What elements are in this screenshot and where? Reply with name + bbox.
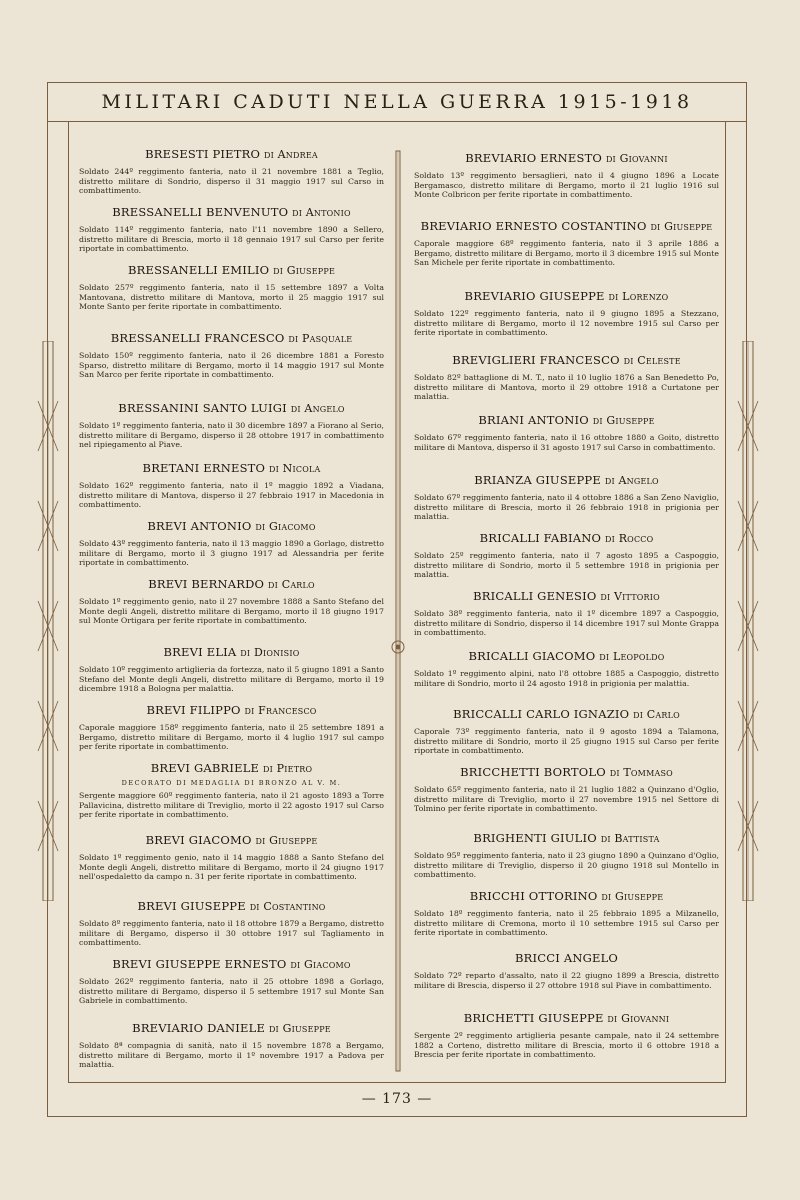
page-number: — 173 —: [361, 1090, 433, 1107]
casualty-name: [79, 703, 384, 717]
patronymic: di Dionisio: [240, 646, 300, 659]
patronymic: di Giuseppe: [255, 834, 318, 847]
casualty-entry: [79, 703, 384, 752]
casualty-details: Soldato 38º reggimento fanteria, nato il 1º dicembre 1897 a Caspoggio, distretto militare di Sondrio, disperso il 14 dicembre 1917 sul Monte Grappa in combattimento.: [414, 609, 719, 638]
surname-given-name: BRIANZA GIUSEPPE: [474, 473, 601, 487]
right-fasces-ornament: [735, 341, 761, 901]
surname-given-name: BREVIGLIERI FRANCESCO: [452, 353, 620, 367]
patronymic: di Rocco: [605, 532, 654, 545]
surname-given-name: BRICCHI OTTORINO: [469, 889, 598, 903]
casualty-entry: [414, 889, 719, 938]
casualty-entry: [414, 413, 719, 452]
page-footer: [48, 1081, 746, 1116]
casualty-name: [79, 833, 384, 847]
casualty-details: Soldato 43º reggimento fanteria, nato il 13 maggio 1890 a Gorlago, distretto militare di Bergamo, morto il 3 giugno 1917 ad Alessandria per ferite riportate in combattimento.: [79, 539, 384, 568]
casualty-entry: [414, 353, 719, 402]
casualty-entry: [414, 531, 719, 580]
patronymic: di Battista: [600, 832, 660, 845]
surname-given-name: BRICCI ANGELO: [514, 951, 619, 965]
casualty-name: [414, 1011, 719, 1025]
casualty-name: [414, 473, 719, 487]
page-frame: [47, 82, 747, 1117]
casualty-name: [414, 289, 719, 303]
medal-note: DECORATO DI MEDAGLIA DI BRONZO AL V. M.: [121, 779, 342, 787]
casualty-entry: [79, 645, 384, 694]
surname-given-name: BRIANI ANTONIO: [478, 413, 589, 427]
surname-given-name: BRESESTI PIETRO: [145, 147, 261, 161]
casualty-name: [414, 589, 719, 603]
casualty-name: [79, 1021, 384, 1035]
casualty-details: Soldato 244º reggimento fanteria, nato il 21 novembre 1881 a Teglio, distretto militare di Sondrio, disperso il 31 maggio 1917 sul Carso in combattimento.: [79, 167, 384, 196]
casualty-entry: [79, 519, 384, 568]
casualty-details: Soldato 1º reggimento genio, nato il 14 maggio 1888 a Santo Stefano del Monte degli Angeli, distretto militare di Bergamo, morto il 24 giugno 1917 nell'ospedaletto da campo n. 31 per ferite riportate in combattimento.: [79, 853, 384, 882]
casualty-details: Soldato 1º reggimento alpini, nato l'8 ottobre 1885 a Caspoggio, distretto militare di Sondrio, morto il 24 agosto 1918 in prigionia per malattia.: [414, 669, 719, 688]
surname-given-name: BRESSANINI SANTO LUIGI: [118, 401, 287, 415]
casualty-details: Soldato 8ª compagnia di sanità, nato il 15 novembre 1878 a Bergamo, distretto militare di Bergamo, morto il 1º novembre 1917 a Padova per malattia.: [79, 1041, 384, 1070]
surname-given-name: BREVIARIO ERNESTO COSTANTINO: [420, 219, 647, 233]
casualty-name: [414, 531, 719, 545]
patronymic: di Giovanni: [605, 152, 668, 165]
casualty-entry: [414, 831, 719, 880]
casualty-details: Soldato 13º reggimento bersaglieri, nato il 4 giugno 1896 a Locate Bergamasco, distretto militare di Bergamo, morto il 21 luglio 1916 sul Monte Colbricon per ferite riportate in combattimento.: [414, 171, 719, 200]
patronymic: di Celeste: [623, 354, 681, 367]
surname-given-name: BREVI GABRIELE: [150, 761, 260, 775]
casualty-details: Soldato 114º reggimento fanteria, nato l'11 novembre 1890 a Sellero, distretto militare di Brescia, morto il 18 gennaio 1917 sul Carso per ferite riportate in combattimento.: [79, 225, 384, 254]
casualty-entry: [79, 1021, 384, 1070]
patronymic: di Giacomo: [290, 958, 351, 971]
casualty-name: [79, 899, 384, 913]
casualty-entry: [414, 649, 719, 688]
casualty-name: [79, 461, 384, 475]
patronymic: di Giuseppe: [592, 414, 655, 427]
page-title: MILITARI CADUTI NELLA GUERRA 1915-1918: [101, 91, 693, 113]
casualty-entry: [414, 951, 719, 990]
casualty-entry: [79, 401, 384, 450]
casualty-details: Sergente 2º reggimento artiglieria pesante campale, nato il 24 settembre 1882 a Corteno, distretto militare di Brescia, morto il 6 ottobre 1918 a Brescia per ferite riportate in combattimento.: [414, 1031, 719, 1060]
casualty-entry: [79, 577, 384, 626]
casualty-name: [414, 951, 719, 965]
casualty-details: Sergente maggiore 60º reggimento fanteria, nato il 21 agosto 1893 a Torre Pallavicina, distretto militare di Treviglio, morto il 22 agosto 1917 sul Carso per ferite riportate in combattimento.: [79, 791, 384, 820]
casualty-entry: [79, 761, 384, 820]
casualty-name: [79, 263, 384, 277]
casualty-details: Soldato 8º reggimento fanteria, nato il 18 ottobre 1879 a Bergamo, distretto militare di Bergamo, disperso il 30 ottobre 1917 sul Tagliamento in combattimento.: [79, 919, 384, 948]
surname-given-name: BREVI BERNARDO: [148, 577, 265, 591]
patronymic: di Giuseppe: [268, 1022, 331, 1035]
surname-given-name: BREVI GIUSEPPE: [137, 899, 246, 913]
casualty-details: Soldato 95º reggimento fanteria, nato il 23 giugno 1890 a Quinzano d'Oglio, distretto militare di Treviglio, disperso il 20 giugno 1918 sul Montello in combattimento.: [414, 851, 719, 880]
patronymic: di Andrea: [263, 148, 318, 161]
patronymic: di Angelo: [604, 474, 659, 487]
surname-given-name: BRICALLI GENESIO: [473, 589, 597, 603]
patronymic: di Nicola: [269, 462, 321, 475]
casualty-details: Soldato 162º reggimento fanteria, nato il 1º maggio 1892 a Viadana, distretto militare di Mantova, disperso il 27 febbraio 1917 in Macedonia in combattimento.: [79, 481, 384, 510]
patronymic: di Costantino: [249, 900, 326, 913]
casualty-details: Soldato 72º reparto d'assalto, nato il 22 giugno 1899 a Brescia, distretto militare di Brescia, disperso il 27 ottobre 1918 sul Piave in combattimento.: [414, 971, 719, 990]
casualty-name: [414, 413, 719, 427]
casualty-entry: [414, 473, 719, 522]
casualty-name: [414, 765, 719, 779]
casualty-details: Soldato 1º reggimento genio, nato il 27 novembre 1888 a Santo Stefano del Monte degli Angeli, distretto militare di Bergamo, morto il 18 giugno 1917 sul Monte Ortigara per ferite riportate in combattimento.: [79, 597, 384, 626]
casualty-entry: [414, 589, 719, 638]
surname-given-name: BREVI GIUSEPPE ERNESTO: [112, 957, 287, 971]
surname-given-name: BRETANI ERNESTO: [142, 461, 266, 475]
casualty-details: Soldato 1º reggimento fanteria, nato il 30 dicembre 1897 a Fiorano al Serio, distretto militare di Bergamo, disperso il 28 ottobre 1917 in combattimento nel ripiegamento al Piave.: [79, 421, 384, 450]
patronymic: di Giacomo: [255, 520, 316, 533]
central-ornament-divider: [390, 131, 406, 1093]
casualty-entry: [414, 289, 719, 338]
surname-given-name: BRICHETTI GIUSEPPE: [463, 1011, 604, 1025]
surname-given-name: BREVI ANTONIO: [147, 519, 252, 533]
patronymic: di Carlo: [268, 578, 315, 591]
casualty-entry: [414, 765, 719, 814]
casualty-name: [79, 205, 384, 219]
casualty-details: Caporale maggiore 158º reggimento fanteria, nato il 25 settembre 1891 a Bergamo, distretto militare di Bergamo, morto il 4 luglio 1917 sul campo per ferite riportate in combattimento.: [79, 723, 384, 752]
casualty-name: [414, 707, 719, 721]
casualty-name: [414, 151, 719, 165]
patronymic: di Francesco: [244, 704, 317, 717]
patronymic: di Giovanni: [607, 1012, 670, 1025]
casualty-details: Soldato 150º reggimento fanteria, nato il 26 dicembre 1881 a Foresto Sparso, distretto militare di Bergamo, morto il 14 maggio 1917 sul Monte San Marco per ferite riportate in combattimento.: [79, 351, 384, 380]
casualty-name: [79, 957, 384, 971]
casualty-name: [79, 519, 384, 533]
casualty-entry: [79, 899, 384, 948]
casualty-name: [79, 761, 384, 775]
casualty-name: [414, 649, 719, 663]
casualty-name: [414, 889, 719, 903]
casualty-entry: [79, 461, 384, 510]
casualty-name: [414, 353, 719, 367]
casualty-name: [79, 645, 384, 659]
surname-given-name: BRESSANELLI BENVENUTO: [112, 205, 289, 219]
casualty-name: [414, 831, 719, 845]
casualty-entry: [414, 707, 719, 756]
surname-given-name: BREVIARIO ERNESTO: [465, 151, 603, 165]
casualty-entry: [414, 151, 719, 200]
patronymic: di Pietro: [263, 762, 313, 775]
patronymic: di Antonio: [292, 206, 351, 219]
surname-given-name: BRICCHETTI BORTOLO: [460, 765, 606, 779]
casualty-details: Soldato 67º reggimento fanteria, nato il 16 ottobre 1880 a Goito, distretto militare di Mantova, disperso il 31 agosto 1917 sul Carso in combattimento.: [414, 433, 719, 452]
casualty-details: Soldato 82º battaglione di M. T., nato il 10 luglio 1876 a San Benedetto Po, distretto militare di Mantova, morto il 29 ottobre 1918 a Curtatone per malattia.: [414, 373, 719, 402]
surname-given-name: BREVI GIACOMO: [145, 833, 252, 847]
casualty-details: Soldato 67º reggimento fanteria, nato il 4 ottobre 1886 a San Zeno Naviglio, distretto militare di Brescia, morto il 26 febbraio 1918 in prigionia per malattia.: [414, 493, 719, 522]
surname-given-name: BRESSANELLI FRANCESCO: [110, 331, 285, 345]
patronymic: di Lorenzo: [608, 290, 669, 303]
casualty-name: [79, 577, 384, 591]
casualty-name: [79, 401, 384, 415]
casualty-name: [79, 147, 384, 161]
surname-given-name: BRIGHENTI GIULIO: [473, 831, 597, 845]
casualty-details: Soldato 122º reggimento fanteria, nato il 9 giugno 1895 a Stezzano, distretto militare di Bergamo, morto il 12 novembre 1915 sul Carso per ferite riportate in combattimento.: [414, 309, 719, 338]
surname-given-name: BRICALLI FABIANO: [479, 531, 602, 545]
patronymic: di Giuseppe: [650, 220, 713, 233]
casualty-details: Soldato 257º reggimento fanteria, nato il 15 settembre 1897 a Volta Mantovana, distretto militare di Mantova, morto il 25 maggio 1917 sul Monte Santo per ferite riportate in combattimento.: [79, 283, 384, 312]
casualty-entry: [79, 205, 384, 254]
casualty-details: Soldato 25º reggimento fanteria, nato il 7 agosto 1895 a Caspoggio, distretto militare di Sondrio, morto il 5 settembre 1918 in prigionia per malattia.: [414, 551, 719, 580]
casualty-details: Soldato 65º reggimento fanteria, nato il 21 luglio 1882 a Quinzano d'Oglio, distretto militare di Treviglio, morto il 27 novembre 1915 nel Settore di Tolmino per ferite riportate in combattimento.: [414, 785, 719, 814]
surname-given-name: BREVI ELIA: [163, 645, 237, 659]
patronymic: di Giuseppe: [273, 264, 335, 277]
surname-given-name: BRESSANELLI EMILIO: [128, 263, 270, 277]
surname-given-name: BREVIARIO GIUSEPPE: [464, 289, 605, 303]
patronymic: di Leopoldo: [599, 650, 665, 663]
casualty-entry: [79, 263, 384, 312]
casualty-name: [79, 331, 384, 345]
patronymic: di Vittorio: [600, 590, 660, 603]
casualty-entry: [414, 1011, 719, 1060]
patronymic: di Pasquale: [288, 332, 353, 345]
casualty-details: Soldato 18º reggimento fanteria, nato il 25 febbraio 1895 a Milzanello, distretto militare di Cremona, morto il 10 settembre 1915 sul Carso per ferite riportate in combattimento.: [414, 909, 719, 938]
casualty-entry: [414, 219, 719, 268]
casualty-details: Caporale maggiore 68º reggimento fanteria, nato il 3 aprile 1886 a Bergamo, distretto militare di Bergamo, morto il 3 dicembre 1915 sul Monte San Michele per ferite riportate in combattimento.: [414, 239, 719, 268]
page-header: [48, 83, 746, 122]
surname-given-name: BRICALLI GIACOMO: [468, 649, 596, 663]
casualty-entry: [79, 147, 384, 196]
surname-given-name: BRICCALLI CARLO IGNAZIO: [453, 707, 630, 721]
patronymic: di Angelo: [290, 402, 345, 415]
patronymic: di Tommaso: [609, 766, 673, 779]
casualty-details: Soldato 10º reggimento artiglieria da fortezza, nato il 5 giugno 1891 a Santo Stefano del Monte degli Angeli, distretto militare di Bergamo, morto il 19 dicembre 1918 a Bologna per malattia.: [79, 665, 384, 694]
casualty-entry: [79, 331, 384, 380]
casualty-details: Caporale 73º reggimento fanteria, nato il 9 agosto 1894 a Talamona, distretto militare di Sondrio, morto il 25 giugno 1915 sul Carso per ferite riportate in combattimento.: [414, 727, 719, 756]
casualty-entry: [79, 833, 384, 882]
casualty-details: Soldato 262º reggimento fanteria, nato il 25 ottobre 1898 a Gorlago, distretto militare di Bergamo, disperso il 5 settembre 1917 sul Monte San Gabriele in combattimento.: [79, 977, 384, 1006]
casualty-name: [414, 219, 719, 233]
surname-given-name: BREVIARIO DANIELE: [132, 1021, 266, 1035]
patronymic: di Giuseppe: [601, 890, 664, 903]
patronymic: di Carlo: [633, 708, 680, 721]
surname-given-name: BREVI FILIPPO: [146, 703, 241, 717]
left-fasces-ornament: [35, 341, 61, 901]
casualty-entry: [79, 957, 384, 1006]
